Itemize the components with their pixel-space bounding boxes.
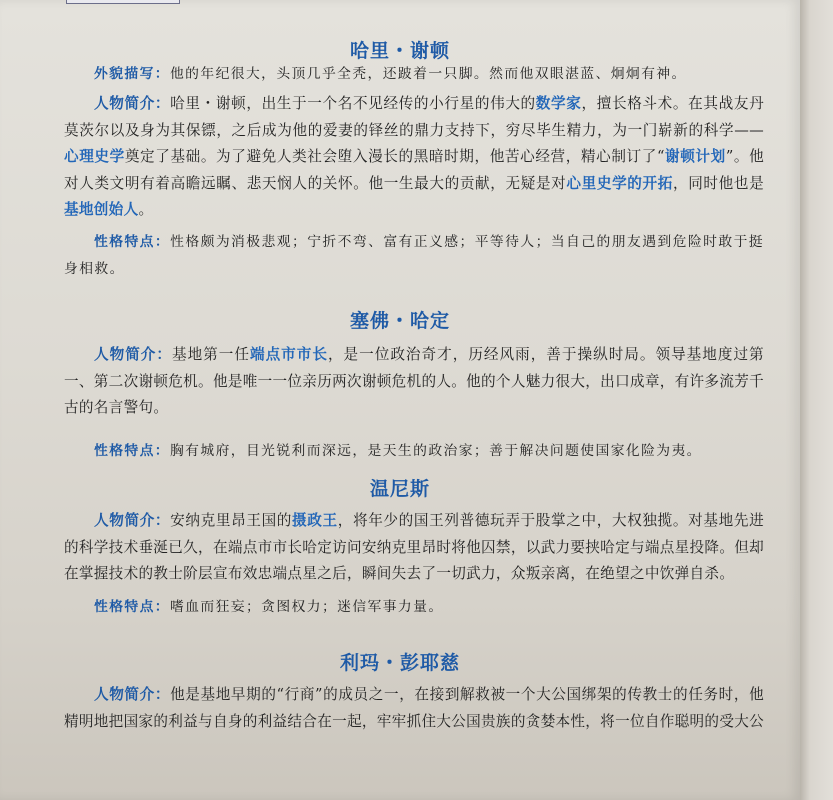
highlight-terminus-mayor: 端点市市长 bbox=[249, 346, 328, 363]
intro-text: ，将年少的国王列普德玩弄于股掌之中，大权独揽。对基地先进的科学技术垂涎已久，在端点市市长哈定访问安纳克里昂时将他囚禁，以武力要挟哈定与端点星投降。但却在掌握技术的教士阶层宣布效忠端点星之后，瞬间失去了一切武力，众叛亲离，在绝望之中饮弹自杀。 bbox=[64, 512, 765, 582]
decorative-box bbox=[66, 0, 180, 4]
intro-paragraph-seldon bbox=[64, 91, 764, 224]
intro-text: ，同时他也是 bbox=[672, 174, 764, 192]
section-title-salvor-hardin: 塞佛・哈定 bbox=[349, 310, 450, 332]
intro-text: 奠定了基础。为了避免人类社会堕入漫长的黑暗时期，他苦心经营，精心制订了“ bbox=[124, 148, 665, 165]
intro-label: 人物简介： bbox=[94, 512, 171, 529]
book-page-edge bbox=[800, 0, 833, 800]
highlight-psychohistory: 心理史学 bbox=[64, 148, 125, 165]
intro-label: 人物简介： bbox=[94, 95, 171, 112]
highlight-mathematician: 数学家 bbox=[535, 95, 582, 112]
intro-text: 他是基地早期的“行商”的成员之一，在接到解救被一个大公国绑架的传教士的任务时，他精明地把国家的利益与自身的利益结合在一起，牢牢抓住大公国贵族的贪婪本性，将一位自作聪明的受大公 bbox=[64, 686, 765, 730]
traits-label: 性格特点： bbox=[94, 599, 170, 615]
section-title-hari-seldon: 哈里・谢顿 bbox=[349, 40, 450, 62]
highlight-foundation-founder: 基地创始人 bbox=[64, 201, 139, 218]
appearance-paragraph bbox=[64, 61, 764, 88]
section-title-limmar-ponyets: 利玛・彭耶慈 bbox=[339, 652, 460, 674]
highlight-psychohistory-pioneer: 心里史学的开拓 bbox=[566, 174, 673, 192]
traits-text: 嗜血而狂妄；贪图权力；迷信军事力量。 bbox=[169, 599, 444, 615]
intro-text: 哈里・谢顿，出生于一个名不见经传的小行星的伟大的 bbox=[170, 95, 536, 112]
intro-label: 人物简介： bbox=[94, 346, 172, 363]
traits-paragraph-wienis bbox=[64, 594, 764, 621]
traits-paragraph-seldon bbox=[64, 229, 764, 282]
traits-text: 胸有城府，目光锐利而深远，是天生的政治家；善于解决问题使国家化险为夷。 bbox=[169, 443, 702, 459]
highlight-regent: 摄政王 bbox=[292, 512, 338, 529]
traits-text: 性格颇为消极悲观；宁折不弯、富有正义感；平等待人；当自己的朋友遇到危险时敢于挺身相救。 bbox=[64, 234, 764, 277]
section-title-wienis: 温尼斯 bbox=[369, 478, 430, 500]
traits-label: 性格特点： bbox=[94, 234, 171, 250]
intro-text: 基地第一任 bbox=[171, 346, 250, 363]
intro-text: ”。他对人类文明有着高瞻远瞩、悲天悯人的关怀。他一生最大的贡献，无疑是对 bbox=[64, 148, 764, 192]
appearance-label: 外貌描写： bbox=[94, 66, 170, 82]
intro-paragraph-hardin bbox=[64, 342, 764, 422]
traits-label: 性格特点： bbox=[94, 443, 170, 459]
intro-text: ，擅长格斗术。在其战友丹莫茨尔以及身为其保镖，之后成为他的爱妻的铎丝的鼎力支持下，穷尽毕生精力，为一门崭新的科学—— bbox=[64, 95, 764, 139]
intro-text: 安纳克里昂王国的 bbox=[170, 512, 293, 529]
traits-paragraph-hardin bbox=[64, 438, 764, 465]
intro-paragraph-wienis bbox=[64, 508, 764, 588]
intro-label: 人物简介： bbox=[94, 686, 171, 703]
intro-text: 。 bbox=[138, 201, 154, 218]
intro-text: ，是一位政治奇才，历经风雨，善于操纵时局。领导基地度过第一、第二次谢顿危机。他是唯一一位亲历两次谢顿危机的人。他的个人魅力很大，出口成章，有许多流芳千古的名言警句。 bbox=[64, 346, 765, 416]
intro-paragraph-ponyets bbox=[64, 682, 764, 735]
appearance-text: 他的年纪很大，头顶几乎全秃，还跛着一只脚。然而他双眼湛蓝、炯炯有神。 bbox=[169, 66, 687, 82]
highlight-seldon-plan: 谢顿计划 bbox=[664, 148, 726, 165]
